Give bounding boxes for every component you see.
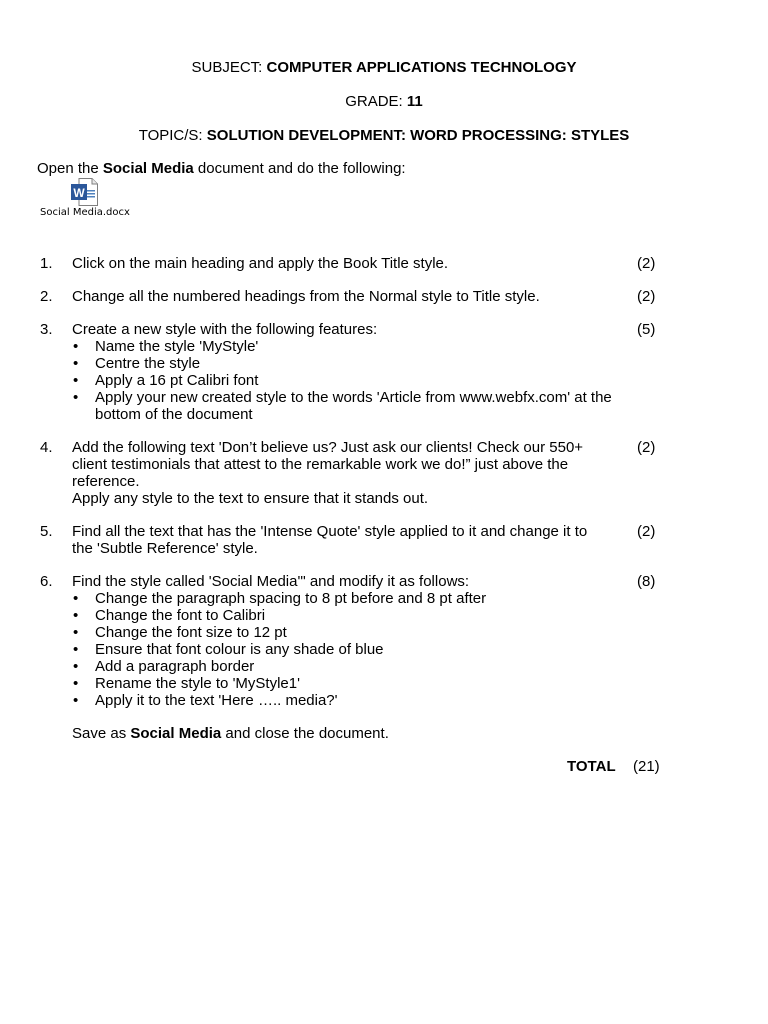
- question-body: [72, 439, 612, 507]
- bullet-glyph: •: [73, 389, 79, 406]
- question-marks: (8): [637, 573, 656, 590]
- subject-value: COMPUTER APPLICATIONS TECHNOLOGY: [266, 59, 577, 76]
- topic-line: [0, 127, 768, 144]
- question-marks: (2): [637, 439, 656, 456]
- save-doc-name: Social Media: [130, 725, 222, 742]
- list-item: [72, 338, 612, 355]
- list-item-text: Add a paragraph border: [95, 658, 255, 675]
- total-label-text: TOTAL: [567, 758, 616, 775]
- bullet-glyph: •: [73, 355, 79, 372]
- bullet-list: [72, 338, 612, 423]
- list-item: [72, 607, 612, 624]
- save-instruction: [72, 725, 389, 742]
- list-item: [72, 692, 612, 709]
- bullet-glyph: •: [73, 590, 79, 607]
- question-number: 5.: [40, 523, 53, 540]
- list-item-text: Centre the style: [95, 355, 201, 372]
- bullet-glyph: •: [73, 338, 79, 355]
- bullet-list: [72, 590, 612, 709]
- grade-line: [0, 93, 768, 110]
- total-value: (21): [633, 758, 660, 775]
- list-item: [72, 624, 612, 641]
- question-marks: (2): [637, 523, 656, 540]
- question-text: Create a new style with the following features:: [72, 321, 378, 338]
- list-item-text: Change the font to Calibri: [95, 607, 266, 624]
- question-number: 2.: [40, 288, 53, 305]
- list-item: [72, 590, 612, 607]
- bullet-glyph: •: [73, 607, 79, 624]
- question-text: Add the following text 'Don’t believe us? Just ask our clients! Check our 550+ client testimonials that attest to the remarkable work we do!” just above the reference.: [72, 439, 584, 490]
- intro-instruction: [37, 160, 406, 177]
- attachment-filename: Social Media.docx: [40, 207, 130, 218]
- list-item: [72, 372, 612, 389]
- list-item: [72, 389, 612, 423]
- intro-doc-name: Social Media: [102, 160, 194, 177]
- question-body: [72, 321, 612, 423]
- list-item: [72, 675, 612, 692]
- question-text: Click on the main heading and apply the Book Title style.: [72, 255, 449, 272]
- question-text-extra: Apply any style to the text to ensure that it stands out.: [72, 490, 429, 507]
- question-marks: (5): [637, 321, 656, 338]
- list-item-text: Change the font size to 12 pt: [95, 624, 287, 641]
- list-item: [72, 641, 612, 658]
- bullet-glyph: •: [73, 675, 79, 692]
- list-item: [72, 658, 612, 675]
- grade-label: GRADE:: [345, 93, 407, 110]
- question-text: Find all the text that has the 'Intense Quote' style applied to it and change it to the 'Subtle Reference' style.: [72, 523, 588, 557]
- question-number: 1.: [40, 255, 53, 272]
- svg-text:W: W: [73, 186, 85, 200]
- subject-line: [0, 59, 768, 76]
- list-item-text: Change the paragraph spacing to 8 pt before and 8 pt after: [95, 590, 487, 607]
- topic-value: SOLUTION DEVELOPMENT: WORD PROCESSING: STYLES: [206, 127, 630, 144]
- intro-suffix: document and do the following:: [193, 160, 406, 177]
- list-item-text: Name the style 'MyStyle': [95, 338, 259, 355]
- bullet-glyph: •: [73, 658, 79, 675]
- question-text: Change all the numbered headings from the Normal style to Title style.: [72, 288, 540, 305]
- question-marks: (2): [637, 255, 656, 272]
- grade-value: 11: [406, 93, 423, 110]
- intro-prefix: Open the: [37, 160, 103, 177]
- bullet-glyph: •: [73, 692, 79, 709]
- question-text: Find the style called 'Social Media'" and modify it as follows:: [72, 573, 470, 590]
- total-label: [567, 758, 616, 775]
- word-document-icon: [70, 178, 98, 206]
- list-item-text: Apply a 16 pt Calibri font: [95, 372, 259, 389]
- question-body: [72, 573, 612, 709]
- save-prefix: Save as: [72, 725, 131, 742]
- topic-label: TOPIC/S:: [138, 127, 207, 144]
- bullet-glyph: •: [73, 641, 79, 658]
- subject-label: SUBJECT:: [191, 59, 267, 76]
- list-item: [72, 355, 612, 372]
- bullet-glyph: •: [73, 624, 79, 641]
- save-suffix: and close the document.: [221, 725, 389, 742]
- list-item-text: Apply it to the text 'Here ….. media?': [95, 692, 338, 709]
- question-number: 6.: [40, 573, 53, 590]
- bullet-glyph: •: [73, 372, 79, 389]
- question-number: 3.: [40, 321, 53, 338]
- list-item-text: Ensure that font colour is any shade of blue: [95, 641, 384, 658]
- question-marks: (2): [637, 288, 656, 305]
- list-item-text: Apply your new created style to the words 'Article from www.webfx.com' at the bottom of the document: [95, 389, 612, 423]
- question-number: 4.: [40, 439, 53, 456]
- list-item-text: Rename the style to 'MyStyle1': [95, 675, 300, 692]
